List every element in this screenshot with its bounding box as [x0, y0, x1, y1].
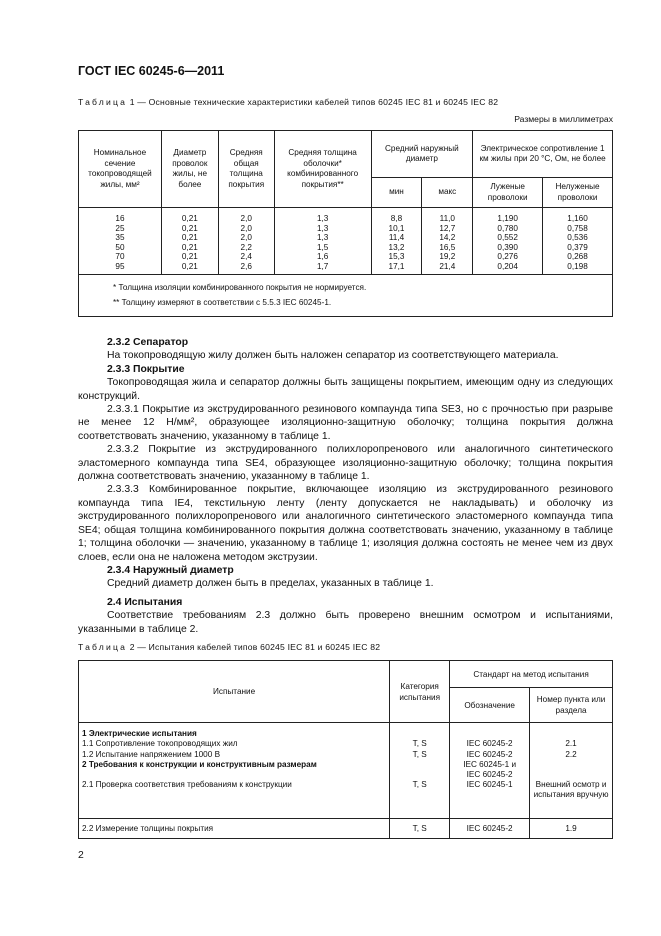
t2-des-2-1a: IEC 60245-1 и — [463, 759, 517, 769]
t1-cell: 0,21 — [181, 242, 198, 252]
t2-cat-1-1: T, S — [412, 739, 427, 749]
table2 — [78, 660, 613, 839]
t1-cell: 1,3 — [316, 223, 329, 233]
t1-cell: 35 — [115, 233, 125, 243]
t2-cat-2-1: T, S — [412, 780, 427, 790]
t1-cell: 12,7 — [439, 223, 456, 233]
t2-des-1-1: IEC 60245-2 — [466, 739, 513, 749]
t1-col-max — [422, 208, 473, 275]
t2-des-2-1c: IEC 60245-1 — [466, 780, 513, 790]
heading-2-3-3: 2.3.3 Покрытие — [107, 363, 185, 375]
t2-row-1-1: 1.1 Сопротивление токопроводящих жил — [82, 739, 238, 749]
table1-caption-prefix: Таблица — [78, 97, 128, 107]
t2-cat-1-2: T, S — [412, 749, 427, 759]
t1-header-tinned: Луженые проволоки — [473, 178, 543, 208]
t1-cell: 0,552 — [497, 233, 518, 243]
t2-row-2-2: 2.2 Измерение толщины покрытия — [79, 819, 390, 839]
t1-cell: 1,5 — [316, 242, 329, 252]
t1-header-section: Номинальное сечение токопроводящей жилы, мм² — [79, 131, 162, 208]
t1-data-body — [79, 208, 613, 275]
t1-note-1: * Толщина изоляции комбинированного покрытия не нормируется. — [113, 282, 367, 292]
t1-header-untinned: Нелуженые проволоки — [543, 178, 613, 208]
t2-des-2-1b: IEC 60245-2 — [466, 770, 513, 780]
t1-cell: 0,198 — [567, 261, 588, 271]
t1-cell: 0,204 — [497, 261, 518, 271]
t2-cl-1-1: 2.1 — [565, 739, 577, 749]
t1-cell: 15,3 — [388, 252, 405, 262]
heading-2-3-2: 2.3.2 Сепаратор — [107, 337, 189, 348]
t1-cell: 1,160 — [567, 214, 588, 223]
body-text — [78, 336, 613, 636]
t2-row-2: 2 Требования к конструкции и конструктивным размерам — [82, 759, 317, 769]
t2-header-designation: Обозначение — [450, 688, 530, 723]
t1-col-min — [371, 208, 422, 275]
t1-col-sheath-thickness — [274, 208, 371, 275]
t2-col-clause — [530, 723, 613, 819]
t2-col-test — [79, 723, 390, 819]
t1-cell: 1,3 — [316, 233, 329, 243]
t2-row-group — [79, 723, 613, 819]
t1-cell: 0,379 — [567, 242, 588, 252]
t1-cell: 0,276 — [497, 252, 518, 262]
para-2-3-3-2: 2.3.3.2 Покрытие из экструдированного полихлоропренового или аналогичного синтетического эластомерного компаунда типа SE4, образующее изоляционно-защитную оболочку; толщина покрытия должна соответствовать значению, указанному в таблице 1. — [78, 444, 613, 483]
t1-cell: 0,390 — [497, 242, 518, 252]
t1-col-total-thickness — [218, 208, 274, 275]
t1-cell: 50 — [115, 242, 125, 252]
t1-col-untinned — [543, 208, 613, 275]
t2-header-standard: Стандарт на метод испытания — [450, 661, 613, 688]
table2-caption-text: 2 — Испытания кабелей типов 60245 IEC 81 и 60245 IEC 82 — [127, 642, 381, 652]
t1-header-resistance: Электрическое сопротивление 1 км жилы при 20 °С, Ом, не более — [473, 131, 613, 178]
t2-des-1-2: IEC 60245-2 — [466, 749, 513, 759]
t1-cell: 10,1 — [388, 223, 405, 233]
t1-cell: 0,21 — [181, 223, 198, 233]
t1-cell: 11,0 — [439, 214, 455, 223]
t1-cell: 0,268 — [567, 252, 588, 262]
document-header: ГОСТ IEC 60245-6—2011 — [78, 64, 225, 78]
t1-cell: 2,4 — [240, 252, 252, 262]
t2-header-category: Категория испытания — [390, 661, 450, 723]
t1-cell: 2,6 — [240, 261, 252, 271]
t1-cell: 0,21 — [181, 252, 198, 262]
t2-col-designation — [450, 723, 530, 819]
t1-col-section — [79, 208, 162, 275]
heading-2-4: 2.4 Испытания — [107, 596, 183, 608]
t1-col-tinned — [473, 208, 543, 275]
table2-caption-prefix: Таблица — [78, 642, 128, 652]
para-2-3-4: Средний диаметр должен быть в пределах, указанных в таблице 1. — [107, 578, 434, 590]
t1-cell: 2,2 — [240, 242, 252, 252]
t2-cl-2-2: 1.9 — [530, 819, 613, 839]
t1-cell: 17,1 — [388, 261, 405, 271]
t1-cell: 2,0 — [240, 214, 252, 223]
table1-caption — [78, 97, 498, 107]
table1 — [78, 130, 613, 317]
t1-cell: 11,4 — [388, 233, 405, 243]
t2-row-1-2: 1.2 Испытание напряжением 1000 В — [82, 749, 221, 759]
table1-units: Размеры в миллиметрах — [514, 114, 613, 124]
t1-cell: 16,5 — [439, 242, 456, 252]
t1-cell: 0,780 — [497, 223, 518, 233]
para-2-3-3: Токопроводящая жила и сепаратор должны быть защищены покрытием, имеющим одну из следующих конструкций. — [78, 377, 613, 402]
t1-cell: 8,8 — [390, 214, 403, 223]
t2-cl-1-2: 2.2 — [565, 749, 577, 759]
t1-cell: 70 — [115, 252, 125, 262]
para-2-3-2: На токопроводящую жилу должен быть наложен сепаратор из соответствующего материала. — [107, 350, 559, 362]
t1-cell: 1,7 — [316, 261, 329, 271]
t1-header-total-thickness: Средняя общая толщина покрытия — [218, 131, 274, 208]
t1-cell: 0,758 — [567, 223, 588, 233]
t2-header-clause: Номер пункта или раздела — [530, 688, 613, 723]
page-number: 2 — [78, 850, 84, 861]
t1-header-outer-diameter: Средний наружный диаметр — [371, 131, 473, 178]
t1-cell: 95 — [115, 261, 125, 271]
table2-caption — [78, 642, 380, 652]
t1-cell: 16 — [115, 214, 125, 223]
t1-cell: 25 — [115, 223, 125, 233]
t1-cell: 2,0 — [240, 223, 252, 233]
t1-cell: 0,21 — [181, 233, 198, 243]
t1-header-sheath-thickness: Средняя толщина оболочки* комбинированного покрытия** — [274, 131, 371, 208]
t1-cell: 0,536 — [567, 233, 588, 243]
t1-col-wire-diameter — [161, 208, 218, 275]
t1-cell: 1,190 — [497, 214, 518, 223]
t1-header-min: мин — [371, 178, 422, 208]
t2-row-1: 1 Электрические испытания — [82, 729, 197, 738]
t1-header-max: макс — [422, 178, 473, 208]
t2-cat-2-2: T, S — [390, 819, 450, 839]
para-2-3-3-3: 2.3.3.3 Комбинированное покрытие, включающее изоляцию из экструдированного резинового компаунда типа IE4, текстильную ленту (ленту допускается не накладывать) и оболочку из экструдированного полихлоропренового или аналогичного синтетического эластомерного компаунда типа SE4; общая толщина комбинированного покрытия должна соответствовать значению, указанному в таблице 1; толщина оболочки — значению, указанному в таблице 1; изоляция должна состоять не менее чем из двух слоев, если она не наложена методом экструзии. — [78, 484, 613, 563]
t1-cell: 19,2 — [439, 252, 456, 262]
t2-row-2-1: 2.1 Проверка соответствия требованиям к конструкции — [82, 780, 292, 790]
para-2-4: Соответствие требованиям 2.3 должно быть проверено внешним осмотром и испытаниями, указанными в таблице 2. — [78, 610, 613, 635]
t1-notes — [79, 274, 613, 316]
t1-cell: 14,2 — [439, 233, 456, 243]
t1-cell: 1,6 — [316, 252, 329, 262]
table1-caption-text: 1 — Основные технические характеристики кабелей типов 60245 IEC 81 и 60245 IEC 82 — [127, 97, 499, 107]
t1-note-2: ** Толщину измеряют в соответствии с 5.5.3 IEC 60245-1. — [113, 297, 332, 307]
heading-2-3-4: 2.3.4 Наружный диаметр — [107, 564, 234, 576]
para-2-3-3-1: 2.3.3.1 Покрытие из экструдированного резинового компаунда типа SE3, но с прочностью при разрыве не менее 12 Н/мм², образующее изоляционно-защитную оболочку; толщина покрытия должна соответствовать значению, указанному в таблице 1. — [78, 404, 613, 442]
t1-cell: 0,21 — [181, 261, 198, 271]
t1-cell: 21,4 — [439, 261, 456, 271]
t1-cell: 0,21 — [181, 214, 198, 223]
t1-cell: 2,0 — [240, 233, 252, 243]
t2-header-test: Испытание — [79, 661, 390, 723]
t2-des-2-2: IEC 60245-2 — [450, 819, 530, 839]
t1-cell: 1,3 — [316, 214, 329, 223]
t2-col-category — [390, 723, 450, 819]
t1-header-wire-diameter: Диаметр проволок жилы, не более — [161, 131, 218, 208]
t1-cell: 13,2 — [388, 242, 405, 252]
t2-cl-2-1: Внешний осмотр и испытания вручную — [533, 780, 609, 800]
